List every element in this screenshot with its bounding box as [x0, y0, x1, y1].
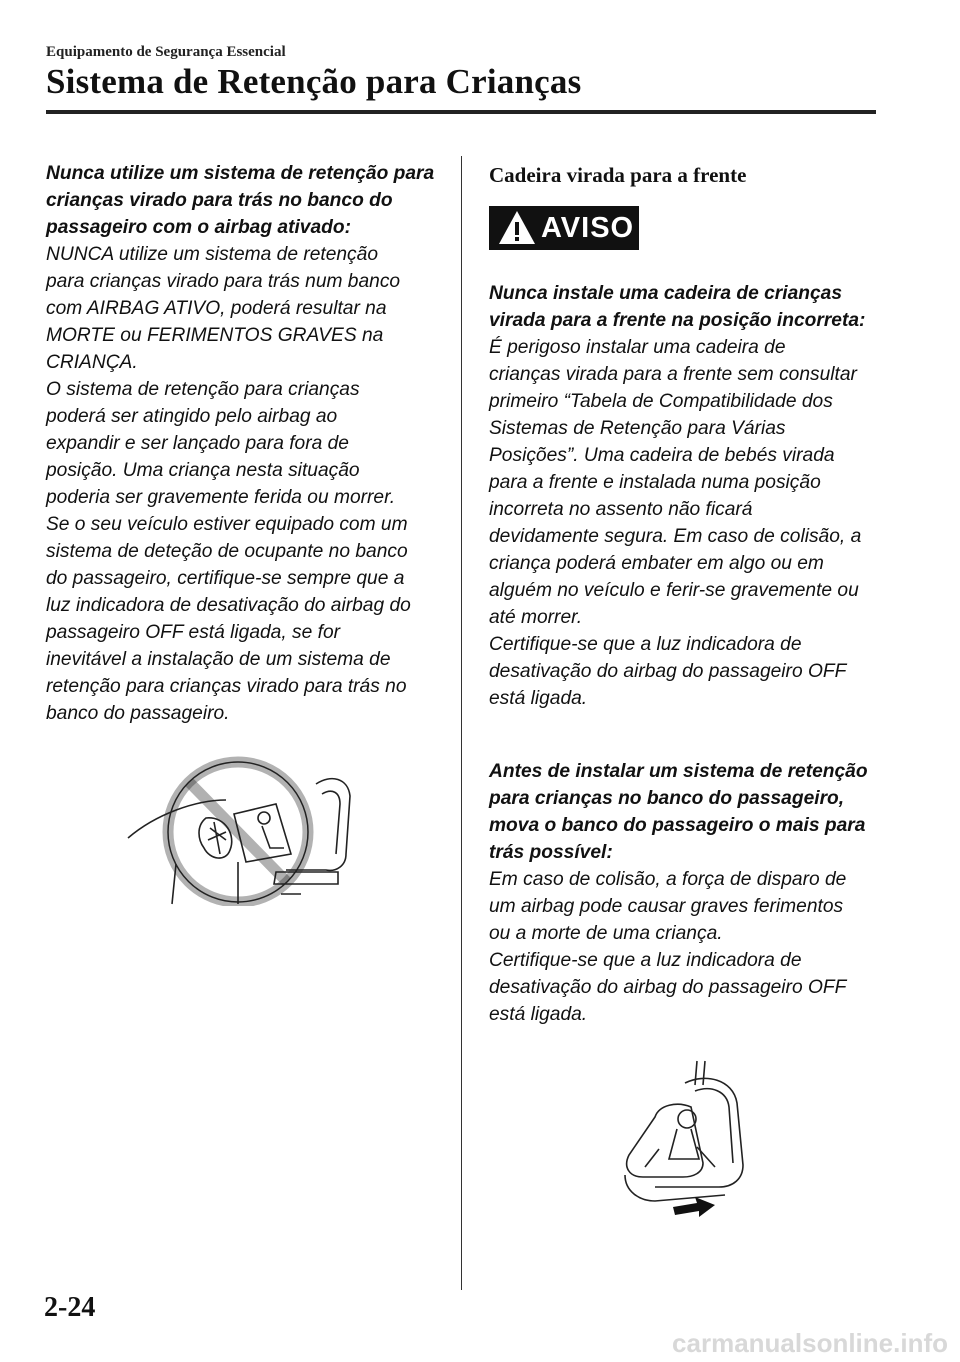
body-line: um airbag pode causar graves ferimentos	[489, 896, 844, 917]
body-line: com AIRBAG ATIVO, poderá resultar na	[46, 298, 387, 319]
body-line: MORTE ou FERIMENTOS GRAVES na	[46, 325, 384, 346]
body-line: NUNCA utilize um sistema de retenção	[46, 244, 378, 265]
body-line: poderá ser atingido pelo airbag ao	[46, 406, 338, 427]
body-line: Posições”. Uma cadeira de bebés virada	[489, 445, 835, 466]
body-line: desativação do airbag do passageiro OFF	[489, 977, 847, 998]
warning-title-line: crianças virado para trás no banco do	[46, 190, 393, 211]
forward-facing-seat-illustration	[615, 1055, 755, 1217]
body-line: até morrer.	[489, 607, 583, 628]
body-line: para crianças virado para trás num banco	[46, 271, 401, 292]
body-line: primeiro “Tabela de Compatibilidade dos	[489, 391, 833, 412]
forward-facing-warning-title	[489, 280, 881, 334]
body-line: inevitável a instalação de um sistema de	[46, 649, 391, 670]
seat-position-warning-body	[489, 866, 881, 1028]
body-line: sistema de deteção de ocupante no banco	[46, 541, 408, 562]
page-number: 2-24	[44, 1292, 96, 1323]
body-line: expandir e ser lançado para fora de	[46, 433, 349, 454]
body-line: está ligada.	[489, 1004, 588, 1025]
warning-title-line: trás possível:	[489, 842, 613, 863]
rear-facing-warning-title	[46, 160, 441, 241]
warning-label: AVISO	[541, 211, 635, 244]
warning-title-line: mova o banco do passageiro o mais para	[489, 815, 866, 836]
body-line: banco do passageiro.	[46, 703, 230, 724]
right-column	[489, 160, 881, 1028]
body-line: É perigoso instalar uma cadeira de	[489, 337, 786, 358]
body-line: para a frente e instalada numa posição	[489, 472, 821, 493]
warning-title-line: Nunca instale uma cadeira de crianças	[489, 283, 843, 304]
body-line: luz indicadora de desativação do airbag do	[46, 595, 411, 616]
forward-facing-warning-body	[489, 334, 881, 712]
left-column	[46, 160, 441, 727]
body-line: incorreta no assento não ficará	[489, 499, 753, 520]
rear-facing-warning-body	[46, 241, 441, 727]
body-line: ou a morte de uma criança.	[489, 923, 723, 944]
body-line: alguém no veículo e ferir-se gravemente ou	[489, 580, 859, 601]
column-divider	[461, 156, 462, 1290]
body-line: crianças virada para a frente sem consultar	[489, 364, 857, 385]
body-line: Em caso de colisão, a força de disparo de	[489, 869, 847, 890]
body-line: está ligada.	[489, 688, 588, 709]
rear-facing-prohibited-illustration	[126, 744, 366, 906]
watermark: carmanualsonline.info	[672, 1328, 948, 1358]
body-line: devidamente segura. Em caso de colisão, a	[489, 526, 862, 547]
body-line: retenção para crianças virado para trás no	[46, 676, 407, 697]
warning-title-line: Nunca utilize um sistema de retenção para	[46, 163, 435, 184]
body-line: Se o seu veículo estiver equipado com um	[46, 514, 408, 535]
section-heading: Equipamento de Segurança Essencial	[46, 44, 286, 60]
page-title: Sistema de Retenção para Crianças	[46, 62, 582, 101]
warning-title-line: para crianças no banco do passageiro,	[489, 788, 845, 809]
warning-title-line: passageiro com o airbag ativado:	[46, 217, 351, 238]
body-line: criança poderá embater em algo ou em	[489, 553, 824, 574]
header-divider	[46, 110, 876, 114]
body-line: O sistema de retenção para crianças	[46, 379, 360, 400]
body-line: CRIANÇA.	[46, 352, 138, 373]
body-line: Certifique-se que a luz indicadora de	[489, 634, 802, 655]
body-line: poderia ser gravemente ferida ou morrer.	[46, 487, 396, 508]
body-line: Certifique-se que a luz indicadora de	[489, 950, 802, 971]
body-line: desativação do airbag do passageiro OFF	[489, 661, 847, 682]
seat-position-warning-title	[489, 758, 881, 866]
warning-title-line: virada para a frente na posição incorreta:	[489, 310, 866, 331]
warning-triangle-icon	[497, 208, 537, 248]
warning-banner	[489, 206, 639, 250]
body-line: posição. Uma criança nesta situação	[46, 460, 360, 481]
body-line: do passageiro, certifique-se sempre que a	[46, 568, 405, 589]
body-line: passageiro OFF está ligada, se for	[46, 622, 341, 643]
subsection-title: Cadeira virada para a frente	[489, 163, 747, 187]
warning-title-line: Antes de instalar um sistema de retenção	[489, 761, 868, 782]
body-line: Sistemas de Retenção para Várias	[489, 418, 786, 439]
